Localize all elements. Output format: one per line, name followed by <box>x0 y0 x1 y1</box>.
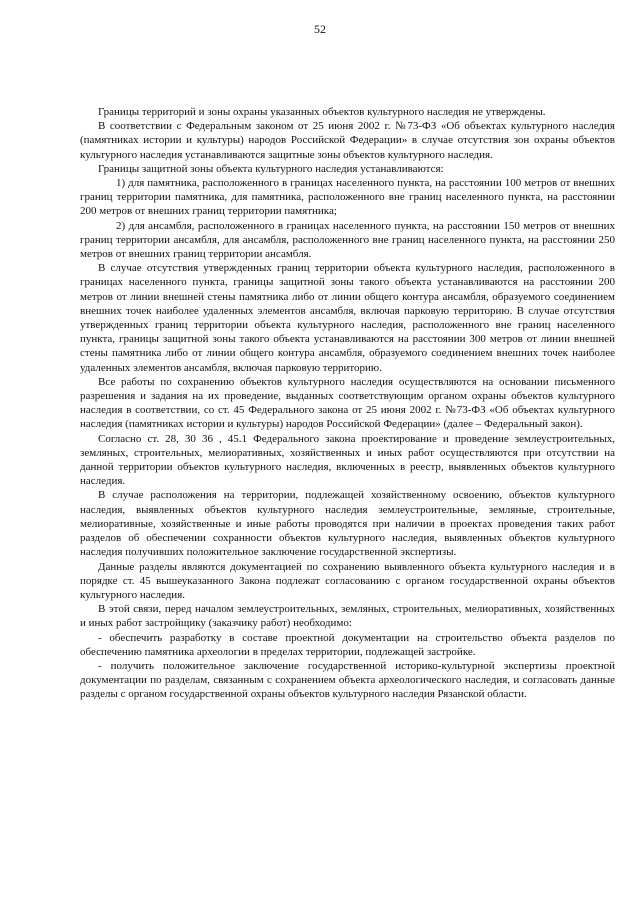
paragraph-no-approved-boundaries: В случае отсутствия утвержденных границ территории объекта культурного наследия, расположенного в границах населенного пункта, границы защитной зоны такого объекта устанавливаются на расстоянии 200 метров от линии внешней стены памятника либо от линии общего контура ансамбля, образуемого соединением внешних точек наиболее удаленных элементов ансамбля, включая парковую территорию. В случае отсутствия утвержденных границ территории объекта культурного наследия, расположенного вне границ населенного пункта, границы защитной зоны такого объекта устанавливаются на расстоянии 300 метров от линии внешней стены памятника либо от линии общего контура ансамбля, образуемого соединением внешних точек наиболее удаленных элементов ансамбля, включая парковую территорию. <box>80 262 615 374</box>
paragraph-works-permission: Все работы по сохранению объектов культурного наследия осуществляются на основании письменного разрешения и задания на их проведение, выданных соответствующим органом охраны объектов культурного наследия в соответствии, со ст. 45 Федерального закона от 25 июня 2002 г. №73-ФЗ «Об объектах культурного наследия (памятниках истории и культуры) народов Российской Федерации» (далее – Федеральный закон). <box>80 375 615 431</box>
paragraph-sections-documentation: Данные разделы являются документацией по сохранению выявленного объекта культурного наследия и в порядке ст. 45 вышеуказанного Закона подлежат согласованию с органом государственной охраны объектов культурного наследия. <box>80 560 615 601</box>
page-number: 52 <box>314 22 326 36</box>
list-item-develop-sections: - обеспечить разработку в составе проектной документации на строительство объекта разделов по обеспечению памятника археологии в пределах территории, подлежащей застройке. <box>80 631 615 658</box>
paragraph-developer-requirements: В этой связи, перед началом землеустроительных, земляных, строительных, мелиоративных, хозяйственных и иных работ застройщику (заказчику работ) необходимо: <box>80 603 615 630</box>
paragraph-articles-design: Согласно ст. 28, 30 36 , 45.1 Федерального закона проектирование и проведение землеустроительных, земляных, строительных, мелиоративных, хозяйственных и иных работ осуществляются при отсутствии на данной территории объектов культурного наследия, включенных в реестр, выявленных объектов культурного наследия. <box>80 432 615 488</box>
paragraph-protective-zone-intro: Границы защитной зоны объекта культурного наследия устанавливаются: <box>98 162 444 175</box>
paragraph-boundaries-not-approved: Границы территорий и зоны охраны указанных объектов культурного наследия не утверждены. <box>98 106 546 118</box>
list-item-monument: 1) для памятника, расположенного в границах населенного пункта, на расстоянии 100 метров от внешних границ территории памятника, для памятника, расположенного вне границ населенного пункта, на расстоянии 200 метров от внешних границ территории памятника; <box>80 177 615 218</box>
paragraph-federal-law-protective-zones: В соответствии с Федеральным законом от 25 июня 2002 г. №73-ФЗ «Об объектах культурного наследия (памятниках истории и культуры) народов Российской Федерации» в случае отсутствия зон охраны объектов культурного наследия устанавливаются защитные зоны объектов культурного наследия. <box>80 120 615 161</box>
list-item-ensemble: 2) для ансамбля, расположенного в границах населенного пункта, на расстоянии 150 метров от внешних границ территории ансамбля, для ансамбля, расположенного вне границ населенного пункта, на расстоянии 250 метров от внешних границ территории ансамбля. <box>80 219 615 261</box>
list-item-expert-review: - получить положительное заключение государственной историко-культурной экспертизы проектной документации по разделам, связанным с сохранением объекта археологического наследия, и согласовать данные разделы с органом государственной охраны объектов культурного наследия Рязанской области. <box>80 659 615 701</box>
paragraph-economic-development: В случае расположения на территории, подлежащей хозяйственному освоению, объектов культурного наследия, выявленных объектов культурного наследия землеустроительные, земляные, строительные, мелиоративные, хозяйственные и иные работы проводятся при наличии в проектах проведения таких работ разделов об обеспечении сохранности объектов культурного наследия, выявленных объектов культурного наследия получивших положительное заключение государственной экспертизы. <box>80 489 615 559</box>
document-body <box>80 105 615 702</box>
